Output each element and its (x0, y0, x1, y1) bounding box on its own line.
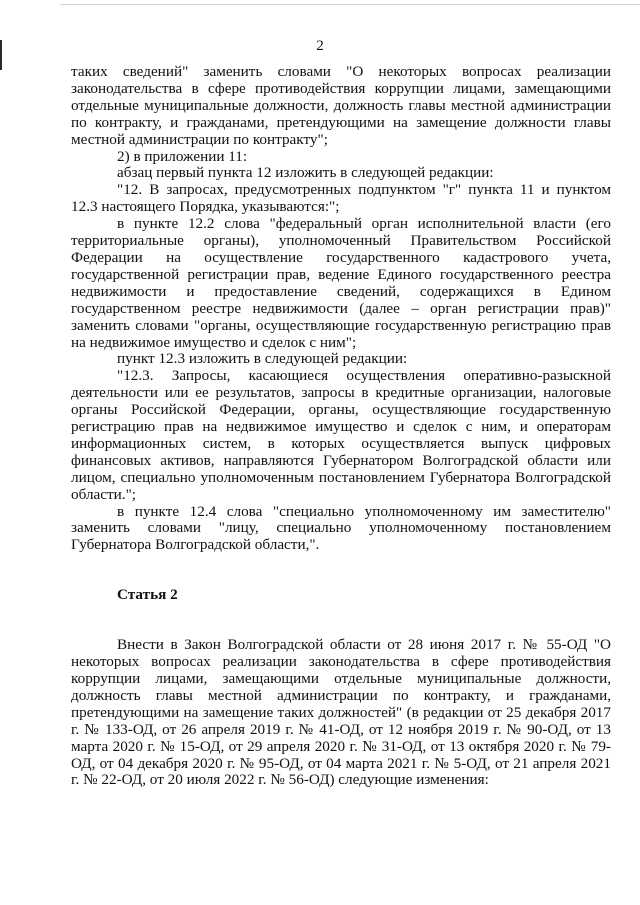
paragraph: абзац первый пункта 12 изложить в следующей редакции: (117, 164, 494, 182)
paragraph: пункт 12.3 изложить в следующей редакции: (117, 350, 408, 368)
spacer (71, 604, 611, 637)
document-body (71, 64, 611, 789)
paragraph: в пункте 12.2 слова "федеральный орган исполнительной власти (его территориальные органы), уполномоченный Правительством Российской Федерации на осуществление государственного кадастрового учета, государственной регистрации прав, ведение Единого государственного реестра недвижимости и предоставление сведений, содержащихся в Едином государственном реестре недвижимости (далее – орган регистрации прав)" заменить словами "органы, осуществляющие государственную регистрацию прав на недвижимое имущество и сделок с ним"; (71, 215, 611, 351)
paragraph: Внести в Закон Волгоградской области от 28 июня 2017 г. № 55-ОД "О некоторых вопросах реализации законодательства в сфере противодействия коррупции лицами, замещающими отдельные муниципальные должности, должность главы местной администрации по контракту, и гражданами, претендующими на замещение таких должностей" (в редакции от 25 декабря 2017 г. № 133-ОД, от 26 апреля 2019 г. № 41-ОД, от 12 ноября 2019 г. № 90-ОД, от 13 марта 2020 г. № 15-ОД, от 29 апреля 2020 г. № 31-ОД, от 13 октября 2020 г. № 79-ОД, от 04 декабря 2020 г. № 95-ОД, от 04 марта 2021 г. № 5-ОД, от 21 апреля 2021 г. № 22-ОД, от 20 июля 2022 г. № 56-ОД) следующие изменения: (71, 636, 611, 789)
paragraph: таких сведений" заменить словами "О некоторых вопросах реализации законодательства в сфере противодействия коррупции лицами, замещающими отдельные муниципальные должности, должность главы местной администрации по контракту, и гражданами, претендующими на замещение должности главы местной администрации по контракту"; (71, 63, 611, 148)
spacer (71, 554, 611, 587)
article-heading: Статья 2 (117, 586, 178, 604)
page-number: 2 (316, 37, 324, 54)
scan-edge-line (60, 4, 640, 5)
paragraph: 2) в приложении 11: (117, 147, 248, 165)
paragraph: "12. В запросах, предусмотренных подпунктом "г" пункта 11 и пунктом 12.3 настоящего Порядка, указываются:"; (71, 181, 611, 216)
paragraph: "12.3. Запросы, касающиеся осуществления оперативно-разыскной деятельности или ее результатов, запросы в кредитные организации, налоговые органы Российской Федерации, органы, осуществляющие государственную регистрацию прав на недвижимое имущество и сделок с ним, и операторам информационных систем, в которых осуществляется выпуск цифровых финансовых активов, направляются Губернатором Волгоградской области или лицом, специально уполномоченным постановлением Губернатора Волгоградской области."; (71, 367, 611, 503)
paragraph: в пункте 12.4 слова "специально уполномоченному им заместителю" заменить словами "лицу, специально уполномоченному постановлением Губернатора Волгоградской области,". (71, 502, 611, 554)
